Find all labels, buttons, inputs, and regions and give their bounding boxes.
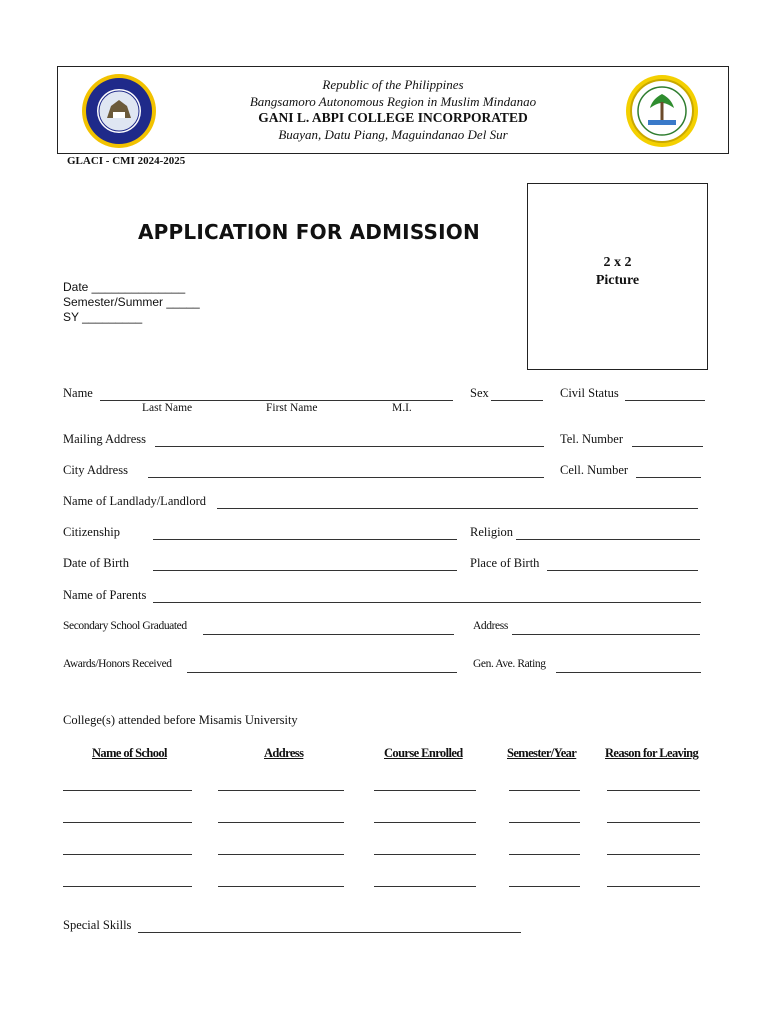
college-intro: College(s) attended before Misamis University — [63, 713, 298, 727]
landlady-field[interactable] — [217, 508, 698, 509]
pob-field[interactable] — [547, 570, 698, 571]
religion-label: Religion — [470, 525, 514, 539]
header-line-region: Bangsamoro Autonomous Region in Muslim Mindanao — [249, 94, 537, 109]
college-row-2-col-5-field[interactable] — [607, 822, 700, 823]
civil-status-label: Civil Status — [560, 386, 619, 400]
photo-size-label: 2 x 2 — [603, 255, 632, 270]
college-row-2-col-4-field[interactable] — [509, 822, 580, 823]
pob-label: Place of Birth — [470, 556, 540, 570]
parents-label: Name of Parents — [63, 588, 147, 602]
first-name-sublabel: First Name — [266, 402, 318, 414]
college-row-3-col-2-field[interactable] — [218, 854, 344, 855]
college-row-4-col-2-field[interactable] — [218, 886, 344, 887]
dob-label: Date of Birth — [63, 556, 129, 570]
college-row-1-col-3-field[interactable] — [374, 790, 476, 791]
col-header-semester: Semester/Year — [507, 746, 577, 760]
college-row-3-col-5-field[interactable] — [607, 854, 700, 855]
meta-date: Date ______________ — [63, 280, 186, 294]
mi-sublabel: M.I. — [392, 402, 412, 414]
header-line-address: Buayan, Datu Piang, Maguindanao Del Sur — [278, 127, 508, 142]
college-row-1-col-5-field[interactable] — [607, 790, 700, 791]
last-name-sublabel: Last Name — [142, 402, 193, 414]
college-row-3-col-4-field[interactable] — [509, 854, 580, 855]
name-field[interactable] — [100, 400, 453, 401]
header-line-republic: Republic of the Philippines — [322, 77, 464, 92]
citizenship-label: Citizenship — [63, 525, 120, 539]
parents-field[interactable] — [153, 602, 701, 603]
college-row-4-col-1-field[interactable] — [63, 886, 192, 887]
meta-sy: SY _________ — [63, 310, 143, 324]
municipal-seal-logo — [624, 72, 700, 150]
awards-field[interactable] — [187, 672, 457, 673]
college-row-1-col-4-field[interactable] — [509, 790, 580, 791]
col-header-reason: Reason for Leaving — [605, 746, 699, 760]
religion-field[interactable] — [516, 539, 700, 540]
landlady-label: Name of Landlady/Landlord — [63, 494, 207, 508]
awards-label: Awards/Honors Received — [63, 658, 172, 670]
college-row-3-col-1-field[interactable] — [63, 854, 192, 855]
secondary-school-field[interactable] — [203, 634, 454, 635]
college-row-1-col-2-field[interactable] — [218, 790, 344, 791]
college-row-2-col-1-field[interactable] — [63, 822, 192, 823]
civil-status-field[interactable] — [625, 400, 705, 401]
secondary-address-field[interactable] — [512, 634, 700, 635]
college-row-4-col-3-field[interactable] — [374, 886, 476, 887]
college-row-1-col-1-field[interactable] — [63, 790, 192, 791]
city-address-field[interactable] — [148, 477, 544, 478]
sex-label: Sex — [470, 386, 489, 400]
mailing-address-label: Mailing Address — [63, 432, 146, 446]
meta-semester: Semester/Summer _____ — [63, 295, 200, 309]
cell-number-label: Cell. Number — [560, 463, 629, 477]
header-line-college: GANI L. ABPI COLLEGE INCORPORATED — [258, 110, 528, 125]
name-label: Name — [63, 386, 93, 400]
mailing-address-field[interactable] — [155, 446, 544, 447]
col-header-course: Course Enrolled — [384, 746, 463, 760]
photo-box — [527, 183, 708, 370]
college-row-2-col-2-field[interactable] — [218, 822, 344, 823]
tel-number-field[interactable] — [632, 446, 703, 447]
header-box — [57, 66, 729, 154]
cell-number-field[interactable] — [636, 477, 701, 478]
dob-field[interactable] — [153, 570, 457, 571]
college-row-3-col-3-field[interactable] — [374, 854, 476, 855]
citizenship-field[interactable] — [153, 539, 457, 540]
college-row-4-col-4-field[interactable] — [509, 886, 580, 887]
sex-field[interactable] — [491, 400, 543, 401]
form-title: APPLICATION FOR ADMISSION — [138, 220, 480, 244]
col-header-address: Address — [264, 746, 304, 760]
gen-ave-field[interactable] — [556, 672, 701, 673]
college-row-4-col-5-field[interactable] — [607, 886, 700, 887]
secondary-school-label: Secondary School Graduated — [63, 620, 187, 632]
col-header-school: Name of School — [92, 746, 167, 760]
tel-number-label: Tel. Number — [560, 432, 623, 446]
special-skills-field[interactable] — [138, 932, 521, 933]
college-row-2-col-3-field[interactable] — [374, 822, 476, 823]
secondary-address-label: Address — [473, 620, 508, 632]
document-code: GLACI - CMI 2024-2025 — [67, 155, 186, 167]
special-skills-label: Special Skills — [63, 918, 132, 932]
gen-ave-label: Gen. Ave. Rating — [473, 658, 546, 670]
photo-picture-label: Picture — [595, 273, 640, 288]
city-address-label: City Address — [63, 463, 128, 477]
